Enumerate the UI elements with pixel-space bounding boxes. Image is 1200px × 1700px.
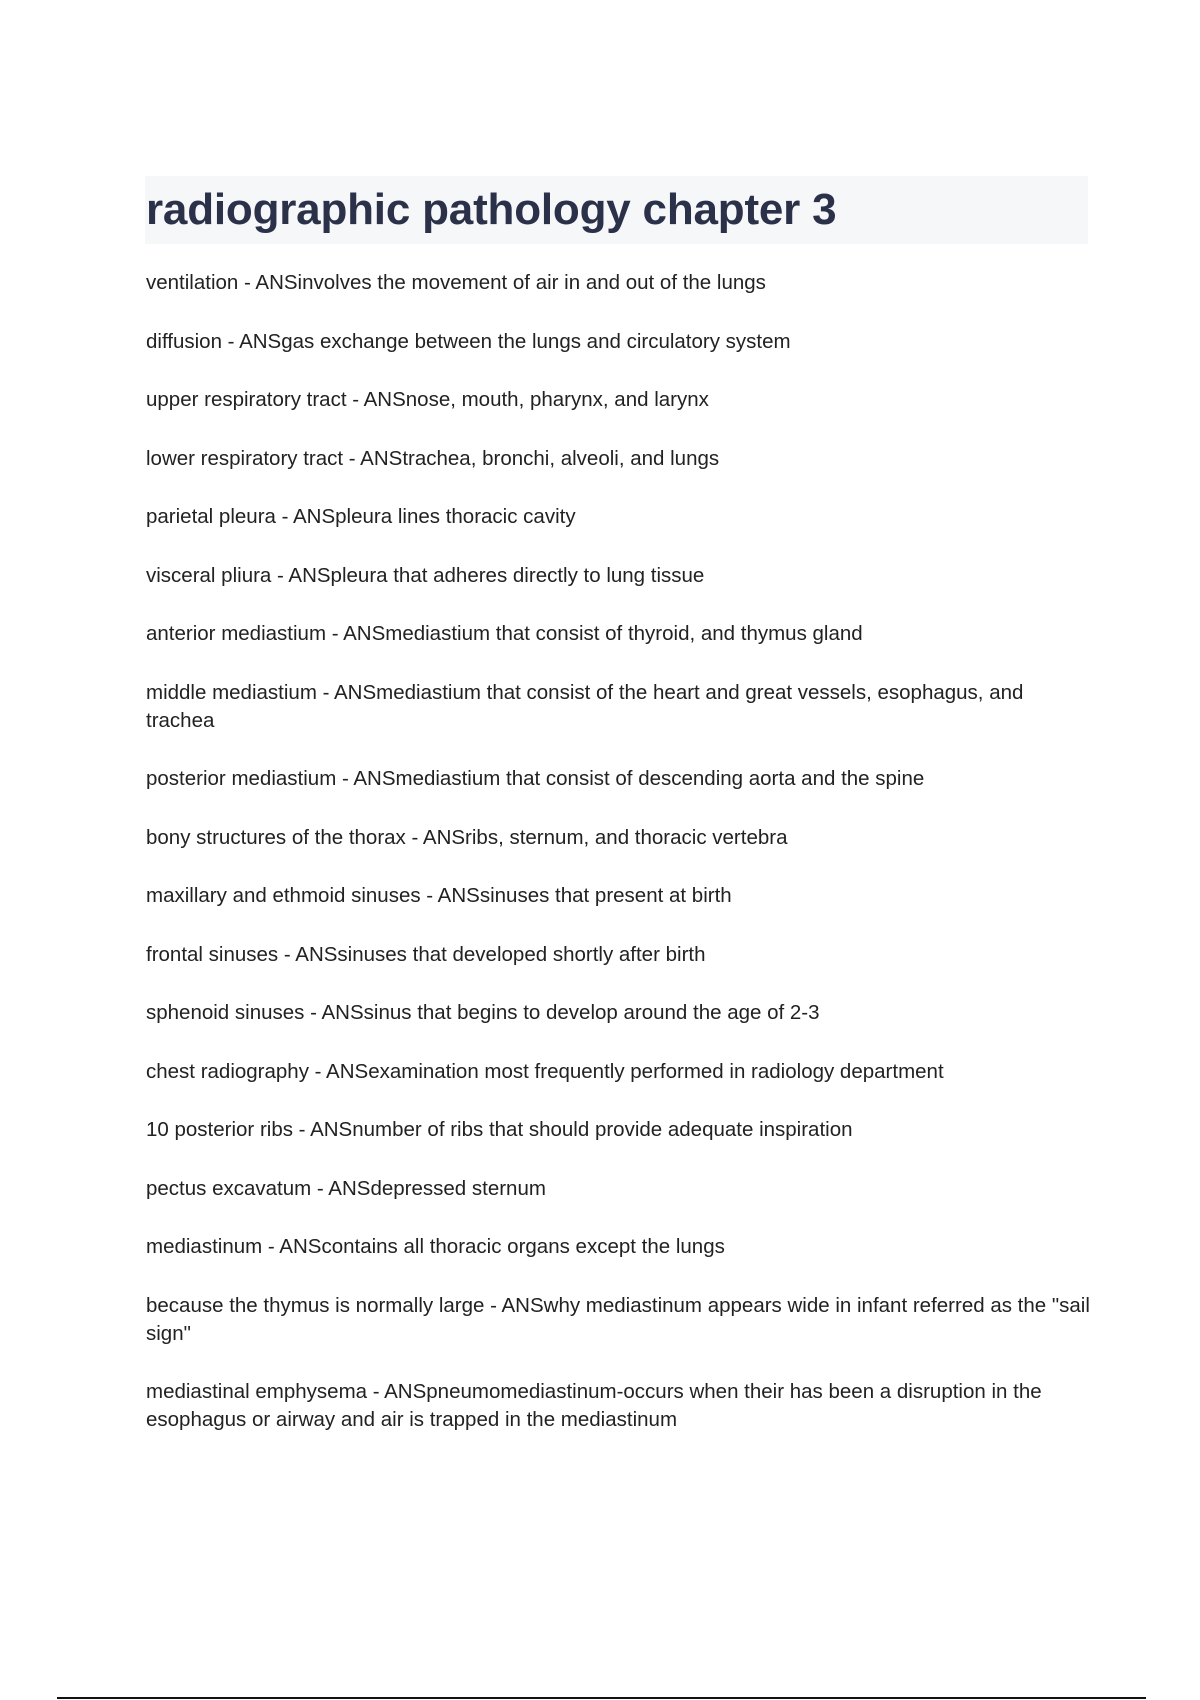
flashcard-entry: parietal pleura - ANSpleura lines thoracic cavity xyxy=(146,505,576,528)
flashcard-entry: bony structures of the thorax - ANSribs, sternum, and thoracic vertebra xyxy=(146,825,788,849)
flashcard-entry: sphenoid sinuses - ANSsinus that begins to develop around the age of 2-3 xyxy=(146,1001,820,1024)
flashcard-entry: ventilation - ANSinvolves the movement of air in and out of the lungs xyxy=(146,271,766,294)
flashcard-entry: maxillary and ethmoid sinuses - ANSsinuses that present at birth xyxy=(146,884,732,907)
page-title: radiographic pathology chapter 3 xyxy=(146,185,837,234)
flashcard-entry: chest radiography - ANSexamination most frequently performed in radiology department xyxy=(146,1059,944,1083)
flashcard-entry: because the thymus is normally large - ANSwhy mediastinum appears wide in infant referred as the "sail sign" xyxy=(146,1293,1090,1345)
page-bottom-rule xyxy=(57,1697,1146,1699)
flashcard-entry: anterior mediastium - ANSmediastium that consist of thyroid, and thymus gland xyxy=(146,622,863,645)
flashcard-entry: middle mediastium - ANSmediastium that consist of the heart and great vessels, esophagus, and trachea xyxy=(146,680,1024,732)
flashcard-entry: diffusion - ANSgas exchange between the lungs and circulatory system xyxy=(146,329,791,353)
flashcard-entry: frontal sinuses - ANSsinuses that developed shortly after birth xyxy=(146,942,706,966)
flashcard-entry: mediastinum - ANScontains all thoracic organs except the lungs xyxy=(146,1235,725,1258)
flashcard-entry: 10 posterior ribs - ANSnumber of ribs that should provide adequate inspiration xyxy=(146,1118,853,1141)
flashcard-entry: visceral pliura - ANSpleura that adheres directly to lung tissue xyxy=(146,563,705,587)
flashcard-entry: upper respiratory tract - ANSnose, mouth, pharynx, and larynx xyxy=(146,388,709,411)
flashcard-entry: mediastinal emphysema - ANSpneumomediastinum-occurs when their has been a disruption in the esophagus or airway and air is trapped in the mediastinum xyxy=(146,1380,1042,1431)
flashcard-list xyxy=(146,269,1091,1465)
flashcard-entry: pectus excavatum - ANSdepressed sternum xyxy=(146,1176,546,1200)
flashcard-entry: lower respiratory tract - ANStrachea, bronchi, alveoli, and lungs xyxy=(146,446,720,470)
flashcard-entry: posterior mediastium - ANSmediastium that consist of descending aorta and the spine xyxy=(146,767,925,790)
